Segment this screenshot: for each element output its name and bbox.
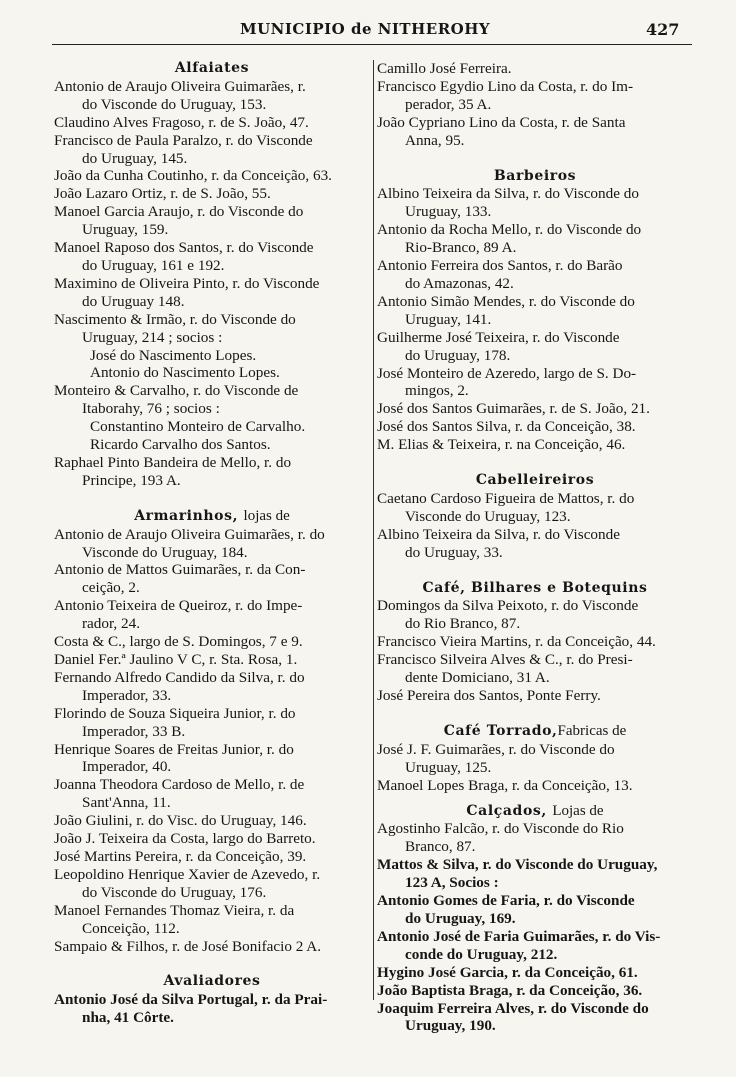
list-line: do Uruguay, 161 e 192. [82, 256, 225, 274]
list-line: conde do Uruguay, 212. [405, 945, 558, 963]
list-line: Manoel Garcia Araujo, r. do Visconde do [54, 203, 304, 221]
list-line: Uruguay, 133. [405, 203, 492, 221]
list-line: Rio-Branco, 89 A. [405, 239, 517, 257]
heading-title: Calçados, [466, 802, 547, 819]
list-line: Daniel Fer.ª Jaulino V C, r. Sta. Rosa, 1. [54, 651, 298, 668]
running-title: MUNICIPIO de NITHEROHY [240, 20, 491, 38]
list-line: Imperador, 33. [82, 686, 172, 704]
section-barbeiros [377, 185, 693, 454]
list-line: Manoel Raposo dos Santos, r. do Visconde [54, 239, 314, 257]
list-line: Francisco de Paula Paralzo, r. do Visconde [54, 131, 313, 149]
heading-subtitle: lojas de [243, 507, 290, 524]
section-heading-cabelleireiros: Cabelleireiros [475, 472, 595, 489]
section-gap [377, 795, 693, 803]
list-line: Henrique Soares de Freitas Junior, r. do [54, 740, 294, 758]
list-line: Antonio do Nascimento Lopes. [90, 364, 280, 382]
list-line: Fernando Alfredo Candido da Silva, r. do [54, 668, 305, 686]
section-heading-calcados [377, 803, 693, 821]
list-line: perador, 35 A. [405, 95, 492, 113]
section-avaliadores [54, 991, 370, 1027]
section-gap [377, 705, 693, 723]
list-line: do Rio Branco, 87. [405, 615, 521, 633]
list-line: do Uruguay, 178. [405, 346, 511, 364]
section-cafe-torrado [377, 741, 693, 795]
list-line: João Baptista Braga, r. da Conceição, 36. [377, 981, 643, 999]
list-line: Raphael Pinto Bandeira de Mello, r. do [54, 453, 292, 471]
list-line: nha, 41 Côrte. [82, 1009, 174, 1027]
list-line: Sampaio & Filhos, r. de José Bonifacio 2 A. [54, 937, 322, 955]
list-line: Visconde do Uruguay, 184. [82, 543, 248, 561]
section-heading-armarinhos [54, 508, 370, 526]
heading-subtitle: Lojas de [552, 802, 604, 819]
list-line: Albino Teixeira da Silva, r. do Visconde do [377, 185, 639, 203]
list-line: Antonio de Araujo Oliveira Guimarães, r. do [54, 525, 325, 543]
section-armarinhos [54, 526, 370, 956]
list-line: Hygino José Garcia, r. da Conceição, 61. [377, 963, 638, 981]
section-continuation [377, 60, 693, 150]
list-line: Antonio da Rocha Mello, r. do Visconde do [377, 221, 642, 239]
list-line: José do Nascimento Lopes. [90, 346, 257, 364]
list-line: Anna, 95. [405, 131, 465, 149]
list-line: Francisco Silveira Alves & C., r. do Presi- [377, 651, 633, 669]
list-line: João J. Teixeira da Costa, largo do Barreto. [54, 830, 316, 848]
list-line: Monteiro & Carvalho, r. do Visconde de [54, 382, 299, 400]
list-line: Uruguay, 190. [405, 1017, 496, 1035]
list-line: João Lazaro Ortiz, r. de S. João, 55. [54, 185, 271, 203]
list-line: José Monteiro de Azeredo, largo de S. Do- [377, 364, 637, 382]
list-line: Antonio Teixeira de Queiroz, r. do Impe- [54, 597, 303, 615]
list-line: Albino Teixeira da Silva, r. do Visconde [377, 525, 620, 543]
list-line: Antonio Simão Mendes, r. do Visconde do [377, 292, 635, 310]
list-line: Leopoldino Henrique Xavier de Azevedo, r. [54, 865, 321, 883]
list-line: Antonio José de Faria Guimarães, r. do Vis- [377, 927, 661, 945]
list-line: do Uruguay 148. [82, 292, 185, 310]
list-line: Antonio de Araujo Oliveira Guimarães, r. [54, 77, 306, 95]
list-line: rador, 24. [82, 615, 141, 633]
list-line: Joaquim Ferreira Alves, r. do Visconde do [377, 999, 649, 1017]
heading-title: Café Torrado, [443, 722, 558, 739]
list-line: Camillo José Ferreira. [377, 60, 512, 77]
list-line: Ricardo Carvalho dos Santos. [90, 436, 271, 454]
section-cafe-bilhares [377, 597, 693, 704]
list-line: Branco, 87. [405, 838, 476, 856]
header-rule [52, 44, 692, 45]
section-heading-barbeiros: Barbeiros [493, 167, 577, 184]
list-line: Visconde do Uruguay, 123. [405, 507, 571, 525]
section-gap [54, 955, 370, 973]
list-line: mingos, 2. [405, 382, 469, 400]
list-line: do Uruguay, 33. [405, 543, 503, 561]
list-line: Manoel Lopes Braga, r. da Conceição, 13. [377, 776, 633, 794]
list-line: dente Domiciano, 31 A. [405, 669, 550, 687]
section-heading-cafe-torrado [377, 723, 693, 741]
list-line: do Amazonas, 42. [405, 274, 514, 292]
list-line: Uruguay, 141. [405, 310, 492, 328]
section-gap [377, 150, 693, 168]
list-line: do Visconde do Uruguay, 176. [82, 883, 267, 901]
list-line: ceição, 2. [82, 579, 140, 597]
list-line: Antonio José da Silva Portugal, r. da Prai- [54, 991, 328, 1009]
list-line: Antonio Ferreira dos Santos, r. do Barão [377, 257, 623, 275]
list-line: João da Cunha Coutinho, r. da Conceição, 63. [54, 167, 332, 185]
list-line: João Giulini, r. do Visc. do Uruguay, 146. [54, 812, 307, 830]
list-line: Sant'Anna, 11. [82, 794, 171, 812]
section-heading-avaliadores: Avaliadores [163, 973, 261, 990]
section-heading-alfaiates: Alfaiates [174, 60, 250, 76]
list-line: Constantino Monteiro de Carvalho. [90, 418, 306, 436]
section-gap [377, 454, 693, 472]
column-divider [373, 60, 374, 1000]
list-line: Francisco Vieira Martins, r. da Conceição, 44. [377, 633, 656, 651]
list-line: Imperador, 33 B. [82, 722, 186, 740]
list-line: José Martins Pereira, r. da Conceição, 39. [54, 847, 307, 865]
section-alfaiates [54, 78, 370, 490]
list-line: Mattos & Silva, r. do Visconde do Uruguay, [377, 856, 658, 874]
section-calcados [377, 820, 693, 1035]
left-column [54, 60, 370, 1027]
list-line: M. Elias & Teixeira, r. na Conceição, 46. [377, 436, 626, 454]
list-line: José J. F. Guimarães, r. do Visconde do [377, 740, 615, 758]
list-line: Costa & C., largo de S. Domingos, 7 e 9. [54, 633, 303, 651]
list-line: Manoel Fernandes Thomaz Vieira, r. da [54, 901, 295, 919]
list-line: Uruguay, 214 ; socios : [82, 328, 223, 346]
list-line: Itaborahy, 76 ; socios : [82, 400, 220, 418]
list-line: Maximino de Oliveira Pinto, r. do Visconde [54, 274, 320, 292]
list-line: Guilherme José Teixeira, r. do Visconde [377, 328, 620, 346]
list-line: Uruguay, 159. [82, 221, 169, 239]
section-cabelleireiros [377, 490, 693, 562]
list-line: Conceição, 112. [82, 919, 180, 937]
list-line: do Visconde do Uruguay, 153. [82, 95, 267, 113]
list-line: Agostinho Falcão, r. do Visconde do Rio [377, 820, 624, 838]
list-line: José dos Santos Guimarães, r. de S. João, 21. [377, 400, 650, 418]
list-line: José dos Santos Silva, r. da Conceição, 38. [377, 418, 636, 436]
list-line: João Cypriano Lino da Costa, r. de Santa [377, 113, 626, 131]
list-line: José Pereira dos Santos, Ponte Ferry. [377, 687, 601, 704]
list-line: Uruguay, 125. [405, 758, 492, 776]
page-header [0, 10, 736, 42]
right-column [377, 60, 693, 1035]
heading-subtitle: Fabricas de [557, 722, 627, 739]
list-line: do Uruguay, 169. [405, 909, 516, 927]
list-line: Principe, 193 A. [82, 471, 181, 489]
section-heading-cafe-bilhares: Café, Bilhares e Botequins [422, 579, 648, 596]
list-line: Antonio de Mattos Guimarães, r. da Con- [54, 561, 306, 579]
list-line: Domingos da Silva Peixoto, r. do Visconde [377, 597, 639, 615]
list-line: do Uruguay, 145. [82, 149, 188, 167]
list-line: Claudino Alves Fragoso, r. de S. João, 47. [54, 113, 309, 131]
list-line: Florindo de Souza Siqueira Junior, r. do [54, 704, 296, 722]
page-number: 427 [646, 20, 680, 39]
section-gap [377, 562, 693, 580]
list-line: 123 A, Socios : [405, 874, 499, 892]
list-line: Antonio Gomes de Faria, r. do Visconde [377, 892, 635, 910]
list-line: Francisco Egydio Lino da Costa, r. do Im- [377, 77, 634, 95]
list-line: Nascimento & Irmão, r. do Visconde do [54, 310, 296, 328]
section-gap [54, 490, 370, 508]
heading-title: Armarinhos, [134, 507, 239, 524]
list-line: Joanna Theodora Cardoso de Mello, r. de [54, 776, 305, 794]
list-line: Imperador, 40. [82, 758, 172, 776]
list-line: Caetano Cardoso Figueira de Mattos, r. do [377, 489, 635, 507]
